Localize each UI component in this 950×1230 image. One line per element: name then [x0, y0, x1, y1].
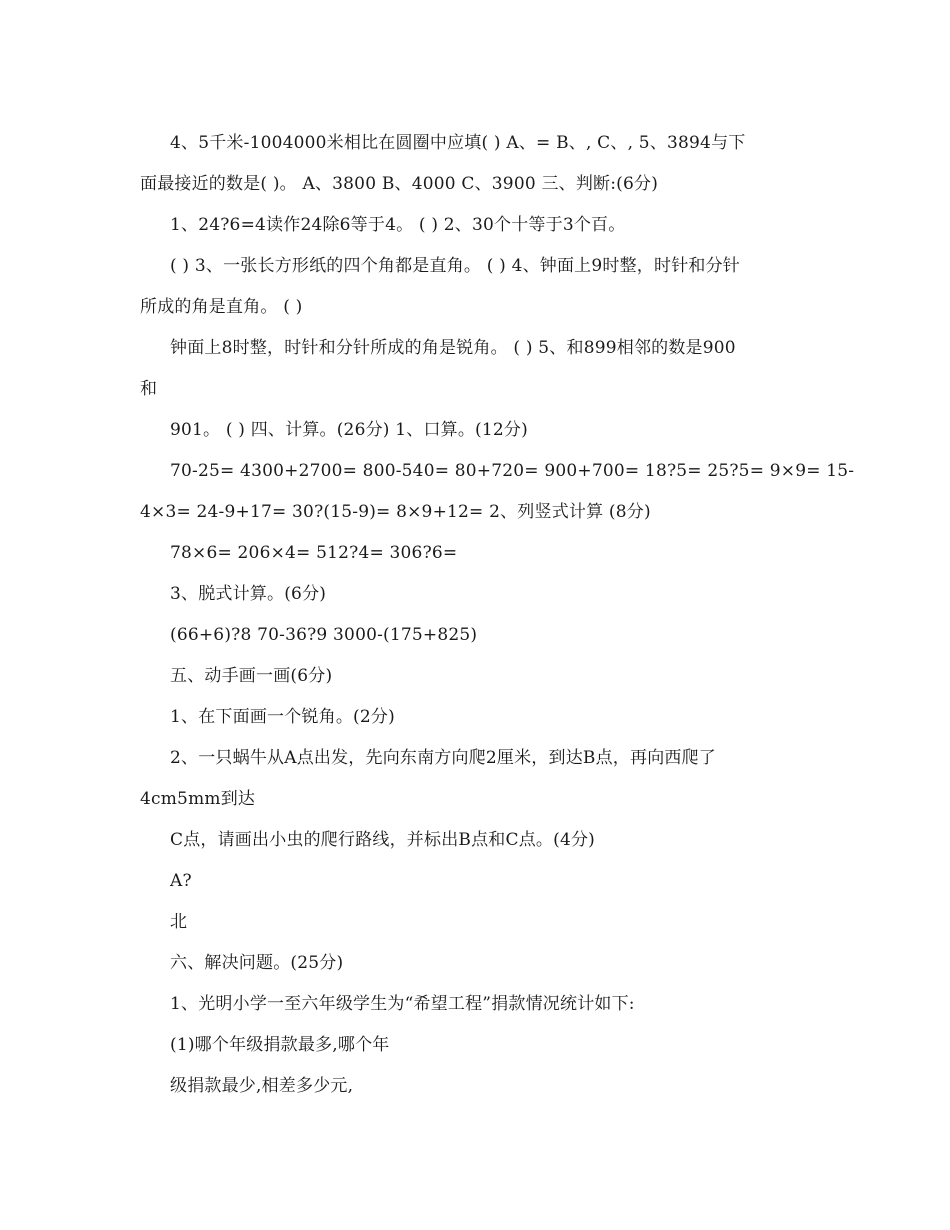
section-heading: 六、解决问题。(25分) — [170, 953, 344, 973]
text-line: 2、一只蜗牛从A点出发，先向东南方向爬2厘米，到达B点，再向西爬了 — [170, 748, 716, 768]
text-line: 3、脱式计算。(6分) — [170, 584, 327, 604]
text-line: 4cm5mm到达 — [140, 789, 256, 809]
text-line: 钟面上8时整，时针和分针所成的角是锐角。 ( ) 5、和899相邻的数是900 — [170, 338, 736, 358]
point-label-a: A? — [170, 871, 192, 891]
text-line: 78×6= 206×4= 512?4= 306?6= — [170, 543, 458, 563]
text-line: (1)哪个年级捐款最多,哪个年 — [170, 1035, 390, 1055]
text-line: 1、在下面画一个锐角。(2分) — [170, 707, 395, 727]
text-line: 所成的角是直角。 ( ) — [140, 297, 303, 317]
text-line: (66+6)?8 70-36?9 3000-(175+825) — [170, 625, 478, 645]
text-line: 70-25= 4300+2700= 800-540= 80+720= 900+700= 18?5= 25?5= 9×9= 15- — [170, 461, 855, 481]
section-heading: 五、动手画一画(6分) — [170, 666, 333, 686]
text-line: 和 — [140, 379, 158, 399]
text-line: ( ) 3、一张长方形纸的四个角都是直角。 ( ) 4、钟面上9时整，时针和分针 — [170, 256, 740, 276]
text-line: 面最接近的数是( )。 A、3800 B、4000 C、3900 三、判断:(6分) — [140, 174, 659, 194]
text-line: 1、光明小学一至六年级学生为“希望工程”捐款情况统计如下: — [170, 994, 635, 1014]
text-line: 901。 ( ) 四、计算。(26分) 1、口算。(12分) — [170, 420, 528, 440]
text-line: 1、24?6=4读作24除6等于4。 ( ) 2、30个十等于3个百。 — [170, 215, 626, 235]
text-line: 4×3= 24-9+17= 30?(15-9)= 8×9+12= 2、列竖式计算 (8分) — [140, 502, 651, 522]
text-line: 4、5千米-1004000米相比在圆圈中应填( ) A、= B、, C、, 5、3894与下 — [170, 133, 746, 153]
text-line: 级捐款最少,相差多少元, — [170, 1076, 354, 1096]
north-label: 北 — [170, 912, 188, 932]
text-line: C点，请画出小虫的爬行路线，并标出B点和C点。(4分) — [170, 830, 595, 850]
